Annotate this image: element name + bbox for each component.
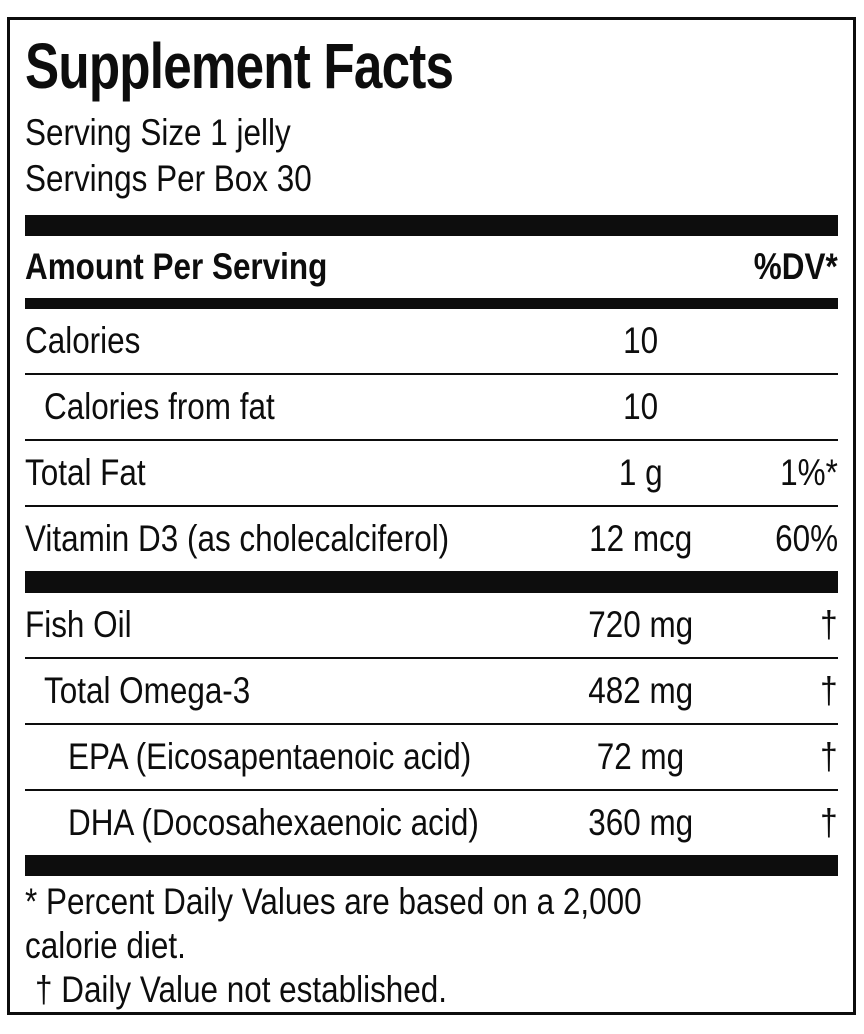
nutrient-dv-dagger: † [820, 736, 838, 777]
nutrient-name: Vitamin D3 (as cholecalciferol) [25, 518, 450, 559]
nutrient-amount: 72 mg [596, 736, 685, 777]
row-epa [25, 723, 838, 789]
row-calories [25, 309, 838, 373]
nutrient-dv-dagger: † [820, 802, 838, 843]
nutrient-name: DHA (Docosahexaenoic acid) [68, 802, 479, 843]
label-border-box [7, 17, 856, 1015]
amount-per-serving-header: Amount Per Serving [25, 246, 328, 287]
column-header-row [25, 236, 838, 298]
nutrient-name: EPA (Eicosapentaenoic acid) [68, 736, 472, 777]
nutrient-amount: 12 mcg [588, 518, 693, 559]
nutrient-amount: 360 mg [588, 802, 693, 843]
serving-info [25, 110, 838, 202]
label-title-text: Supplement Facts [25, 30, 454, 102]
footnote-percent-dv-line-2: calorie diet. [25, 925, 186, 966]
row-total-fat [25, 439, 838, 505]
nutrient-name: Total Fat [25, 452, 146, 493]
nutrient-amount: 10 [623, 386, 658, 427]
nutrient-amount: 10 [623, 320, 658, 361]
label-title [25, 30, 838, 102]
separator-bar-thick-bottom [25, 855, 838, 876]
row-total-omega-3 [25, 657, 838, 723]
serving-size-line: Serving Size 1 jelly [25, 112, 291, 153]
footnotes [25, 880, 838, 1012]
percent-dv-header: %DV* [754, 246, 838, 287]
row-dha [25, 789, 838, 855]
row-calories-from-fat [25, 373, 838, 439]
nutrient-dv-dagger: † [820, 670, 838, 711]
nutrient-amount: 482 mg [588, 670, 693, 711]
row-fish-oil [25, 593, 838, 657]
row-vitamin-d3 [25, 505, 838, 571]
separator-bar-thick-top [25, 215, 838, 236]
nutrient-section-main [25, 309, 838, 571]
nutrient-section-fish-oil [25, 593, 838, 855]
nutrient-dv-dagger: † [820, 604, 838, 645]
nutrient-amount: 720 mg [588, 604, 693, 645]
nutrient-dv: 1%* [780, 452, 838, 493]
footnote-daily-value: † Daily Value not established. [35, 969, 448, 1010]
nutrient-name: Calories [25, 320, 141, 361]
nutrient-name: Total Omega-3 [44, 670, 251, 711]
nutrient-name: Calories from fat [44, 386, 275, 427]
nutrient-dv: 60% [775, 518, 838, 559]
nutrient-name: Fish Oil [25, 604, 132, 645]
footnote-percent-dv-line-1: * Percent Daily Values are based on a 2,000 [25, 881, 642, 922]
separator-bar-medium [25, 298, 838, 309]
servings-per-box-line: Servings Per Box 30 [25, 158, 312, 199]
separator-bar-thick-middle [25, 571, 838, 593]
nutrient-amount: 1 g [618, 452, 663, 493]
